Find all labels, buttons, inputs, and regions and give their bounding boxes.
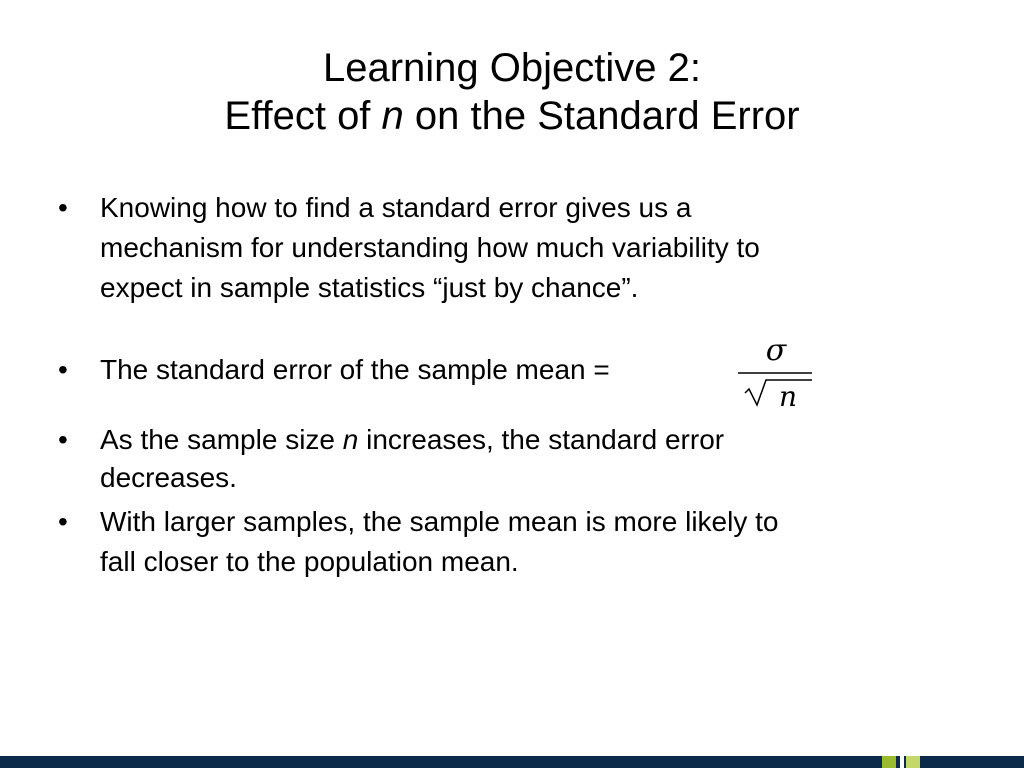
footer-accent-square [882,756,896,768]
title-line-1: Learning Objective 2: [322,46,701,90]
bullet-4-line-2: fall closer to the population mean. [100,546,519,577]
bullet-3-prefix: As the sample size [100,424,343,455]
bullet-marker: • [58,424,68,455]
formula-denominator-n: n [778,380,798,413]
bullet-2-text: The standard error of the sample mean = [100,354,610,385]
bullet-3-line-2: decreases. [100,462,237,493]
title-variable-n: n [381,94,404,138]
title-line-2-suffix: on the Standard Error [403,94,800,138]
standard-error-formula [736,336,816,416]
bullet-item-4 [58,502,958,582]
bullet-3-variable-n: n [342,424,359,455]
bullet-marker: • [58,506,68,537]
formula-numerator-sigma: σ [765,336,787,368]
bullet-1-line-3: expect in sample statistics “just by chance”. [100,272,639,303]
bullet-1-line-1: Knowing how to find a standard error gives us a [100,192,692,223]
bullet-1-line-2: mechanism for understanding how much variability to [100,232,760,263]
footer-accent-square-light [906,756,920,768]
bullet-marker: • [58,192,68,223]
slide-title [0,44,1024,140]
bullet-list [58,188,958,582]
footer-accent-divider [900,756,904,768]
bullet-3-suffix: increases, the standard error [358,424,725,455]
bullet-item-2 [58,350,958,390]
bullet-item-3 [58,420,958,496]
bullet-item-1 [58,188,958,308]
bullet-marker: • [58,354,68,385]
title-line-2 [0,92,1024,140]
footer-bar [0,756,1024,768]
bullet-4-line-1: With larger samples, the sample mean is more likely to [100,506,779,537]
title-line-2-prefix: Effect of [224,94,382,138]
